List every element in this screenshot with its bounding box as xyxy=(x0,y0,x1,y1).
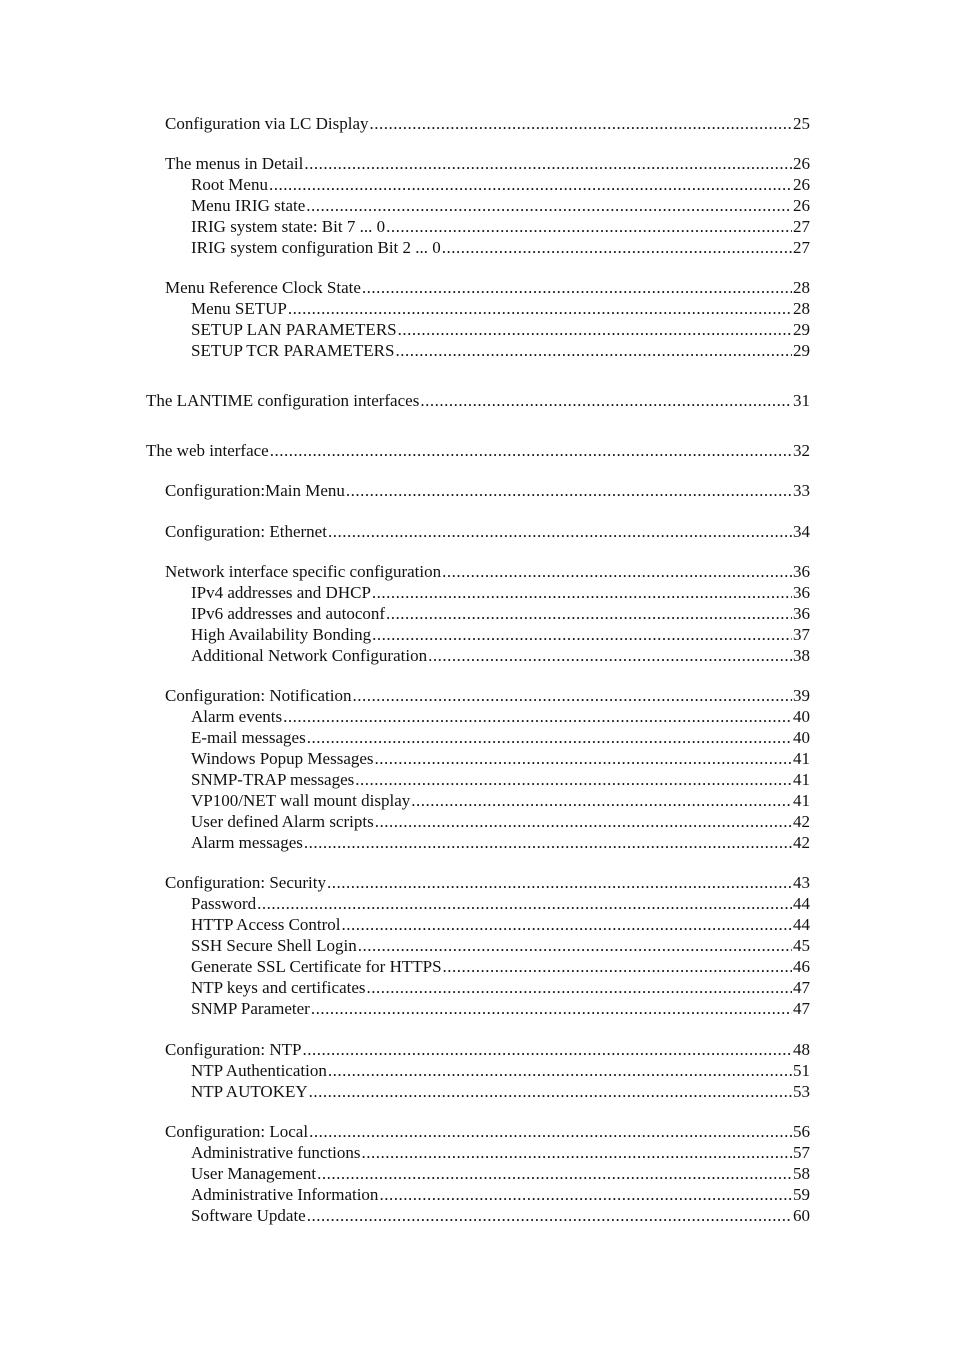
toc-entry[interactable] xyxy=(165,521,810,542)
toc-page-number: 59 xyxy=(793,1185,810,1204)
toc-entry[interactable] xyxy=(191,1081,810,1102)
toc-dot-leader xyxy=(270,440,792,461)
toc-page-number: 42 xyxy=(793,833,810,852)
toc-page-number: 29 xyxy=(793,341,810,360)
toc-entry-title: User Management xyxy=(191,1164,317,1183)
toc-page-number: 31 xyxy=(793,391,810,410)
toc-entry-title: Menu SETUP xyxy=(191,299,287,318)
toc-page-number: 39 xyxy=(793,686,810,705)
toc-dot-leader xyxy=(395,340,792,361)
toc-dot-leader xyxy=(327,872,792,893)
toc-entry-title: Windows Popup Messages xyxy=(191,749,374,768)
toc-dot-leader xyxy=(442,237,792,258)
toc-page-number: 44 xyxy=(793,915,810,934)
toc-dot-leader xyxy=(379,1184,792,1205)
toc-entry-title: Network interface specific configuration xyxy=(165,562,442,581)
toc-page-number: 26 xyxy=(793,196,810,215)
toc-page-number: 34 xyxy=(793,522,810,541)
toc-entry-title: Alarm events xyxy=(191,707,283,726)
toc-page-number: 27 xyxy=(793,238,810,257)
toc-entry-title: Configuration: NTP xyxy=(165,1040,302,1059)
toc-entry[interactable] xyxy=(146,390,810,411)
toc-entry-title: SETUP TCR PARAMETERS xyxy=(191,341,395,360)
toc-entry[interactable] xyxy=(191,1184,810,1205)
toc-page-number: 40 xyxy=(793,728,810,747)
toc-dot-leader xyxy=(370,113,792,134)
toc-dot-leader xyxy=(288,298,792,319)
toc-entry[interactable] xyxy=(191,1163,810,1184)
toc-page-number: 29 xyxy=(793,320,810,339)
toc-entry[interactable] xyxy=(191,998,810,1019)
toc-entry[interactable] xyxy=(191,1205,810,1226)
toc-page-number: 25 xyxy=(793,114,810,133)
toc-entry[interactable] xyxy=(191,769,810,790)
toc-entry[interactable] xyxy=(165,153,810,174)
toc-page-number: 36 xyxy=(793,562,810,581)
toc-dot-leader xyxy=(309,1121,792,1142)
toc-entry[interactable] xyxy=(165,1121,810,1142)
toc-entry[interactable] xyxy=(191,727,810,748)
toc-entry[interactable] xyxy=(146,440,810,461)
toc-page-number: 58 xyxy=(793,1164,810,1183)
toc-dot-leader xyxy=(367,977,793,998)
toc-page-number: 51 xyxy=(793,1061,810,1080)
toc-entry[interactable] xyxy=(165,685,810,706)
toc-page-number: 28 xyxy=(793,299,810,318)
toc-page-number: 28 xyxy=(793,278,810,297)
toc-entry[interactable] xyxy=(191,195,810,216)
toc-dot-leader xyxy=(362,277,792,298)
toc-entry-title: NTP Authentication xyxy=(191,1061,327,1080)
toc-dot-leader xyxy=(307,1205,792,1226)
toc-dot-leader xyxy=(372,624,792,645)
toc-page-number: 27 xyxy=(793,217,810,236)
toc-dot-leader xyxy=(342,914,792,935)
toc-page-number: 48 xyxy=(793,1040,810,1059)
toc-entry[interactable] xyxy=(191,706,810,727)
toc-entry[interactable] xyxy=(191,645,810,666)
toc-entry[interactable] xyxy=(165,277,810,298)
toc-page-number: 41 xyxy=(793,770,810,789)
toc-page-number: 36 xyxy=(793,583,810,602)
toc-page-number: 46 xyxy=(793,957,810,976)
toc-dot-leader xyxy=(442,561,792,582)
toc-entry[interactable] xyxy=(191,582,810,603)
toc-entry[interactable] xyxy=(191,603,810,624)
toc-entry-title: HTTP Access Control xyxy=(191,915,341,934)
toc-entry-title: Configuration via LC Display xyxy=(165,114,369,133)
toc-entry[interactable] xyxy=(191,748,810,769)
toc-entry[interactable] xyxy=(165,872,810,893)
toc-dot-leader xyxy=(372,582,792,603)
toc-entry[interactable] xyxy=(191,935,810,956)
toc-entry-title: Configuration: Ethernet xyxy=(165,522,327,541)
toc-entry[interactable] xyxy=(191,893,810,914)
toc-entry-title: Generate SSL Certificate for HTTPS xyxy=(191,957,442,976)
toc-entry-title: SNMP Parameter xyxy=(191,999,310,1018)
toc-dot-leader xyxy=(306,195,792,216)
toc-entry-title: Password xyxy=(191,894,257,913)
toc-page-number: 53 xyxy=(793,1082,810,1101)
toc-entry-title: Additional Network Configuration xyxy=(191,646,428,665)
toc-entry[interactable] xyxy=(191,914,810,935)
toc-page-number: 47 xyxy=(793,978,810,997)
toc-entry[interactable] xyxy=(191,977,810,998)
toc-dot-leader xyxy=(362,1142,792,1163)
toc-page-number: 38 xyxy=(793,646,810,665)
toc-entry[interactable] xyxy=(165,113,810,134)
toc-entry-title: VP100/NET wall mount display xyxy=(191,791,411,810)
toc-page-number: 42 xyxy=(793,812,810,831)
toc-dot-leader xyxy=(309,1081,792,1102)
toc-dot-leader xyxy=(257,893,792,914)
toc-entry[interactable] xyxy=(191,832,810,853)
toc-page-number: 37 xyxy=(793,625,810,644)
toc-dot-leader xyxy=(411,790,792,811)
toc-page-number: 44 xyxy=(793,894,810,913)
toc-entry-title: The menus in Detail xyxy=(165,154,304,173)
toc-page-number: 32 xyxy=(793,441,810,460)
toc-dot-leader xyxy=(307,727,792,748)
toc-entry[interactable] xyxy=(191,340,810,361)
toc-dot-leader xyxy=(283,706,792,727)
toc-dot-leader xyxy=(346,480,792,501)
toc-dot-leader xyxy=(398,319,792,340)
toc-entry-title: SETUP LAN PARAMETERS xyxy=(191,320,397,339)
toc-entry[interactable] xyxy=(165,1039,810,1060)
toc-page-number: 33 xyxy=(793,481,810,500)
toc-dot-leader xyxy=(304,832,792,853)
toc-entry-title: IPv6 addresses and autoconf xyxy=(191,604,386,623)
toc-entry[interactable] xyxy=(191,174,810,195)
toc-entry-title: IRIG system configuration Bit 2 ... 0 xyxy=(191,238,441,257)
toc-entry-title: NTP AUTOKEY xyxy=(191,1082,308,1101)
toc-entry-title: Root Menu xyxy=(191,175,268,194)
toc-dot-leader xyxy=(375,748,792,769)
toc-entry-title: Configuration:Main Menu xyxy=(165,481,345,500)
toc-entry[interactable] xyxy=(191,237,810,258)
toc-entry-title: NTP keys and certificates xyxy=(191,978,366,997)
toc-entry-title: The web interface xyxy=(146,441,269,460)
toc-dot-leader xyxy=(386,603,792,624)
toc-dot-leader xyxy=(375,811,792,832)
toc-entry-title: The LANTIME configuration interfaces xyxy=(146,391,420,410)
toc-page-number: 45 xyxy=(793,936,810,955)
toc-entry-title: Configuration: Notification xyxy=(165,686,352,705)
toc-entry-title: Alarm messages xyxy=(191,833,303,852)
toc-entry-title: Menu IRIG state xyxy=(191,196,306,215)
toc-page-number: 41 xyxy=(793,791,810,810)
toc-entry-title: IRIG system state: Bit 7 ... 0 xyxy=(191,217,386,236)
toc-entry-title: IPv4 addresses and DHCP xyxy=(191,583,371,602)
toc-page-number: 56 xyxy=(793,1122,810,1141)
toc-entry[interactable] xyxy=(191,956,810,977)
toc-entry-title: High Availability Bonding xyxy=(191,625,372,644)
toc-entry[interactable] xyxy=(191,790,810,811)
toc-entry-title: E-mail messages xyxy=(191,728,306,747)
toc-entry[interactable] xyxy=(191,216,810,237)
toc-dot-leader xyxy=(328,1060,792,1081)
toc-entry-title: SSH Secure Shell Login xyxy=(191,936,357,955)
toc-entry[interactable] xyxy=(191,811,810,832)
toc-page-number: 26 xyxy=(793,175,810,194)
toc-entry-title: Administrative functions xyxy=(191,1143,361,1162)
toc-dot-leader xyxy=(428,645,792,666)
toc-page-number: 36 xyxy=(793,604,810,623)
toc-entry[interactable] xyxy=(191,298,810,319)
toc-entry-title: SNMP-TRAP messages xyxy=(191,770,355,789)
toc-page-number: 26 xyxy=(793,154,810,173)
toc-dot-leader xyxy=(328,521,792,542)
toc-page-number: 41 xyxy=(793,749,810,768)
toc-page-number: 47 xyxy=(793,999,810,1018)
toc-dot-leader xyxy=(358,935,792,956)
toc-dot-leader xyxy=(420,390,792,411)
toc-entry[interactable] xyxy=(191,1142,810,1163)
toc-dot-leader xyxy=(443,956,792,977)
toc-entry[interactable] xyxy=(191,1060,810,1081)
toc-entry[interactable] xyxy=(165,561,810,582)
toc-dot-leader xyxy=(311,998,792,1019)
toc-entry-title: Configuration: Security xyxy=(165,873,327,892)
toc-entry-title: Administrative Information xyxy=(191,1185,379,1204)
toc-entry-title: Software Update xyxy=(191,1206,306,1225)
toc-page-number: 43 xyxy=(793,873,810,892)
toc-entry-title: Menu Reference Clock State xyxy=(165,278,361,297)
toc-entry[interactable] xyxy=(191,624,810,645)
toc-page-number: 40 xyxy=(793,707,810,726)
toc-entry[interactable] xyxy=(165,480,810,501)
toc-page-number: 60 xyxy=(793,1206,810,1225)
toc-dot-leader xyxy=(302,1039,792,1060)
toc-dot-leader xyxy=(317,1163,792,1184)
toc-entry-title: User defined Alarm scripts xyxy=(191,812,374,831)
toc-dot-leader xyxy=(355,769,792,790)
toc-dot-leader xyxy=(304,153,792,174)
toc-entry[interactable] xyxy=(191,319,810,340)
toc-page-number: 57 xyxy=(793,1143,810,1162)
toc-entry-title: Configuration: Local xyxy=(165,1122,309,1141)
toc-dot-leader xyxy=(269,174,792,195)
toc-dot-leader xyxy=(386,216,792,237)
toc-dot-leader xyxy=(353,685,793,706)
